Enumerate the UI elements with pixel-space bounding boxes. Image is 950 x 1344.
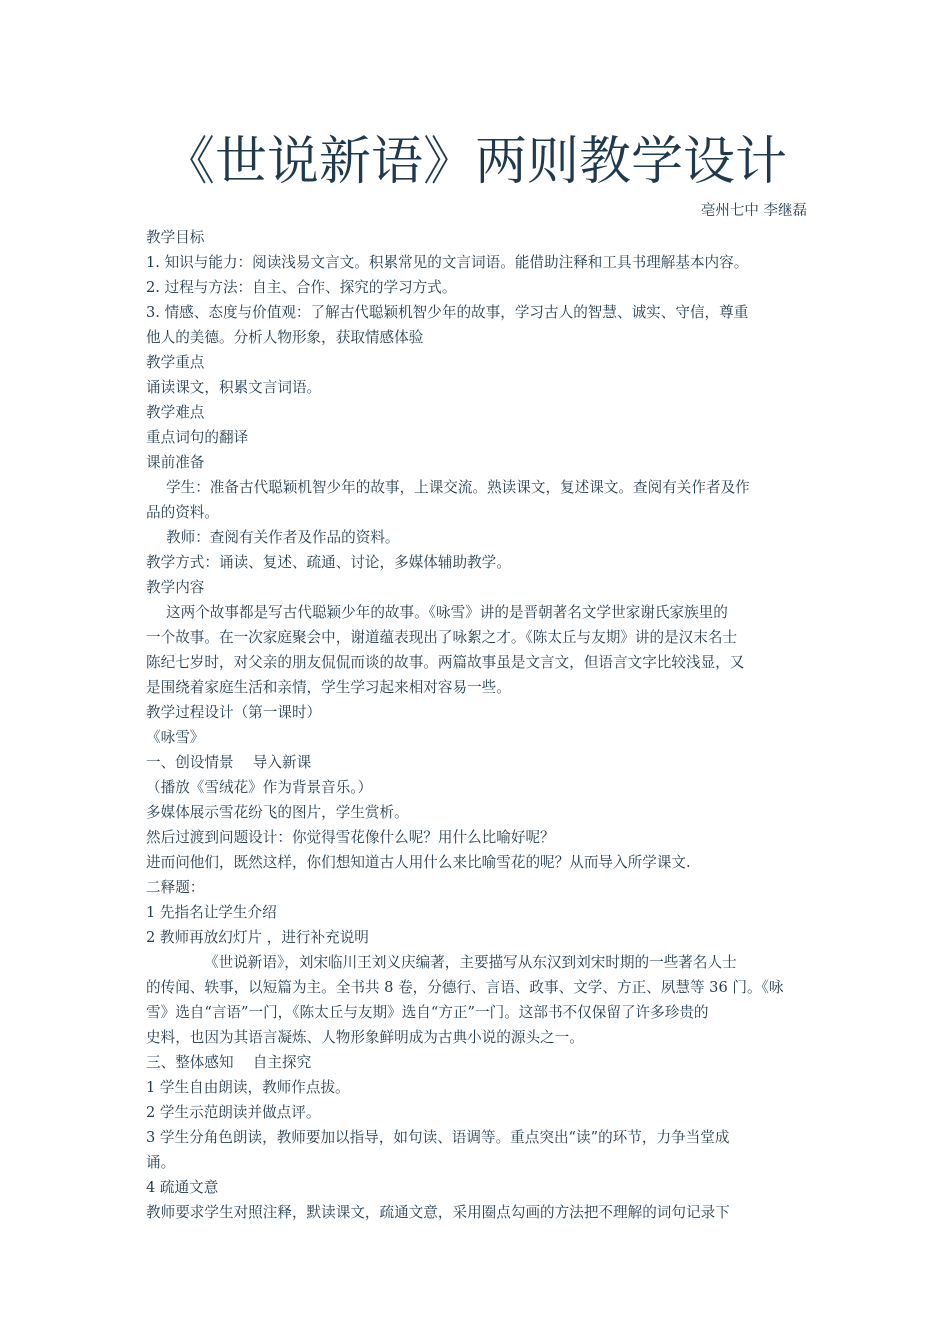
text-line: 史料，也因为其语言凝炼、人物形象鲜明成为古典小说的源头之一。 [146,1029,584,1046]
text-line: 2 学生示范朗读并做点评。 [146,1104,321,1121]
text-line: 教学目标 [146,229,205,246]
text-line: 这两个故事都是写古代聪颖少年的故事。《咏雪》讲的是晋朝著名文学世家谢氏家族里的 [166,604,728,621]
text-line: 1 学生自由朗读，教师作点拔。 [146,1079,350,1096]
document-body [146,225,811,1225]
text-line: 《世说新语》，刘宋临川王刘义庆编著，主要描写从东汉到刘宋时期的一些著名人士 [204,954,737,971]
text-line: 品的资料。 [146,504,219,521]
text-line: 重点词句的翻译 [146,429,249,446]
text-line: 一、创设情景 导入新课 [146,754,312,771]
text-line: 教师要求学生对照注释，默读课文，疏通文意，采用圈点勾画的方法把不理解的词句记录下 [146,1204,730,1221]
text-line: 陈纪七岁时，对父亲的朋友侃侃而谈的故事。两篇故事虽是文言文，但语言文字比较浅显，又 [146,654,745,671]
text-line: 他人的美德。分析人物形象，获取情感体验 [146,329,424,346]
text-line: 2. 过程与方法：自主、合作、探究的学习方式。 [146,279,457,296]
text-line: 雪》选自“言语”一门，《陈太丘与友期》选自“方正”一门。这部书不仅保留了许多珍贵的 [146,1004,709,1021]
text-line: 《咏雪》 [146,729,205,746]
text-line: （播放《雪绒花》作为背景音乐。） [146,779,373,796]
text-line: 1 先指名让学生介绍 [146,904,277,921]
text-line: 的传闻、轶事，以短篇为主。全书共 8 卷，分德行、言语、政事、文学、方正、夙慧等 36 门。《咏 [146,979,784,996]
text-line: 3. 情感、态度与价值观：了解古代聪颖机智少年的故事，学习古人的智慧、诚实、守信，尊重 [146,304,749,321]
text-line: 三、整体感知 自主探究 [146,1054,312,1071]
text-line: 诵读课文，积累文言词语。 [146,379,322,396]
text-line: 3 学生分角色朗读，教师要加以指导，如句读、语调等。重点突出“读”的环节，力争当堂成 [146,1129,730,1146]
document-title: 《世说新语》两则教学设计 [162,132,787,192]
text-line: 一个故事。在一次家庭聚会中，谢道蕴表现出了咏絮之才。《陈太丘与友期》讲的是汉末名士 [146,629,738,646]
text-line: 然后过渡到问题设计：你觉得雪花像什么呢？用什么比喻好呢？ [146,829,555,846]
text-line: 诵。 [146,1154,176,1171]
text-line: 课前准备 [146,454,205,471]
text-line: 1. 知识与能力：阅读浅易文言文。积累常见的文言词语。能借助注释和工具书理解基本内容。 [146,254,749,271]
author-line: 亳州七中 李继磊 [700,203,807,219]
text-line: 进而问他们，既然这样，你们想知道古人用什么来比喻雪花的呢？从而导入所学课文. [146,854,691,871]
text-line: 教学重点 [146,354,205,371]
text-line: 多媒体展示雪花纷飞的图片，学生赏析。 [146,804,409,821]
text-line: 教学方式：诵读、复述、疏通、讨论，多媒体辅助教学。 [146,554,511,571]
text-line: 二释题： [146,879,205,896]
text-line: 教学内容 [146,579,205,596]
text-line: 教师：查阅有关作者及作品的资料。 [166,529,400,546]
text-line: 教学过程设计（第一课时） [146,704,322,721]
text-line: 是围绕着家庭生活和亲情，学生学习起来相对容易一些。 [146,679,511,696]
text-line: 2 教师再放幻灯片 ，进行补充说明 [146,929,369,946]
text-line: 4 疏通文意 [146,1179,219,1196]
text-line: 教学难点 [146,404,205,421]
text-line: 学生：准备古代聪颖机智少年的故事，上课交流。熟读课文，复述课文。查阅有关作者及作 [166,479,750,496]
